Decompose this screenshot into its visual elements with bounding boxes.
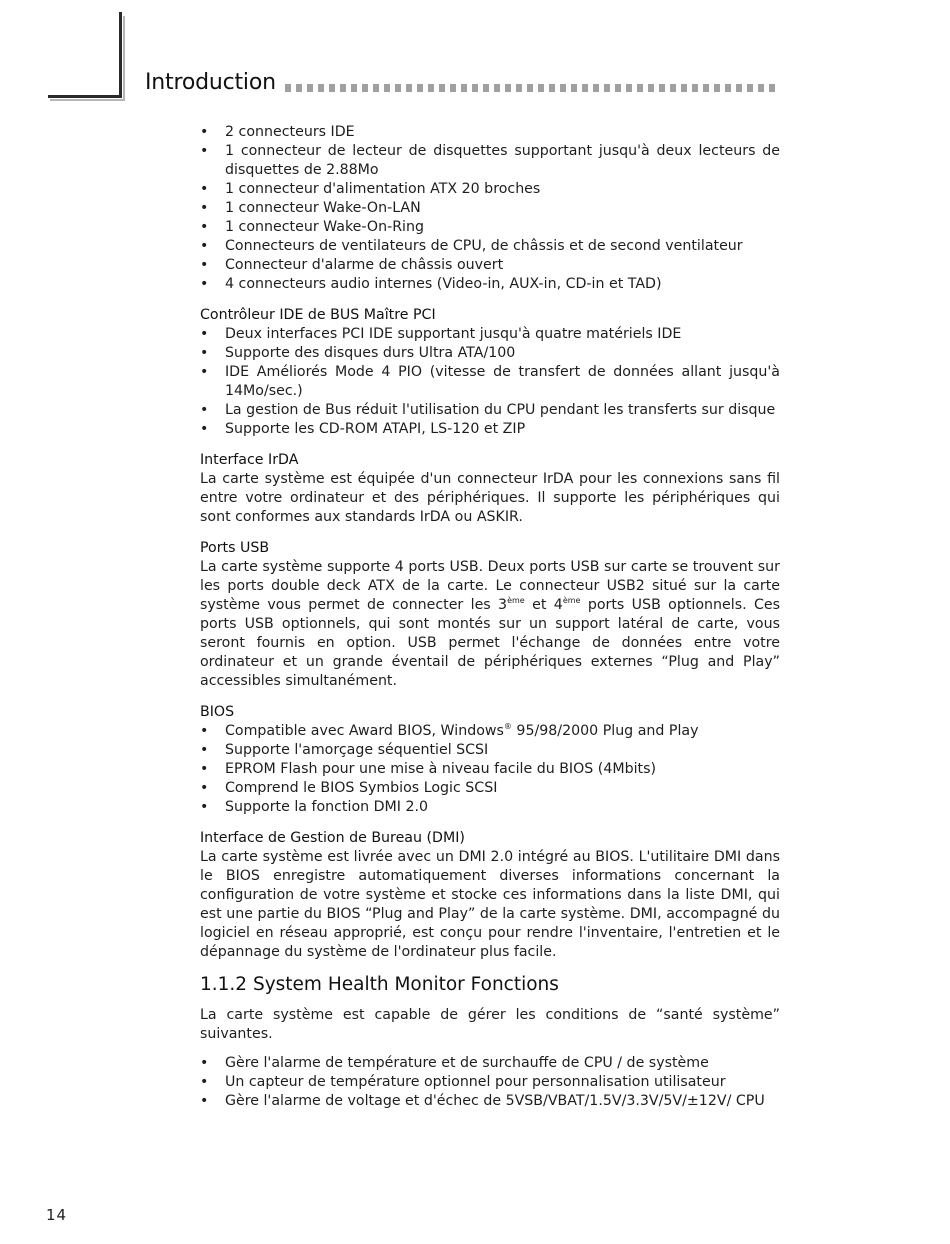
health-feature-list: [200, 1054, 780, 1111]
corner-mark-horizontal: [48, 95, 122, 98]
list-item: • Comprend le BIOS Symbios Logic SCSI: [200, 780, 498, 796]
list-item: • Deux interfaces PCI IDE supportant jusqu'à quatre matériels IDE: [200, 326, 682, 342]
list-item: • IDE Améliorés Mode 4 PIO (vitesse de transfert de données allant jusqu'à 14Mo/sec.): [200, 364, 780, 399]
title-dotted-rule: [285, 84, 780, 92]
health-section-heading: 1.1.2 System Health Monitor Fonctions: [200, 974, 559, 995]
list-item: • 1 connecteur Wake-On-Ring: [200, 219, 424, 235]
list-item: • Un capteur de température optionnel pour personnalisation utilisateur: [200, 1074, 726, 1090]
list-item: • 1 connecteur Wake-On-LAN: [200, 200, 421, 216]
bios-section-heading: BIOS: [200, 704, 235, 720]
irda-paragraph: La carte système est équipée d'un connecteur IrDA pour les connexions sans fil entre votre ordinateur et des périphériques. Il supporte les périphériques qui sont conformes aux standards IrDA ou ASKIR.: [200, 471, 780, 525]
list-item: • Supporte l'amorçage séquentiel SCSI: [200, 742, 489, 758]
chapter-title: Introduction: [145, 70, 276, 95]
corner-mark-vertical: [119, 12, 122, 98]
list-item: • Connecteur d'alarme de châssis ouvert: [200, 257, 504, 273]
corner-mark-vertical-shadow: [123, 16, 125, 100]
list-item: • Gère l'alarme de voltage et d'échec de 5VSB/VBAT/1.5V/3.3V/5V/±12V/ CPU: [200, 1093, 765, 1109]
irda-section-heading: Interface IrDA: [200, 452, 299, 468]
ide-section-heading: Contrôleur IDE de BUS Maître PCI: [200, 307, 436, 323]
list-item: • 1 connecteur de lecteur de disquettes supportant jusqu'à deux lecteurs de disquettes de 2.88Mo: [200, 143, 780, 178]
list-item: • Compatible avec Award BIOS, Windows® 95/98/2000 Plug and Play: [200, 722, 699, 739]
corner-mark-horizontal-shadow: [50, 99, 125, 101]
bios-feature-list: [200, 722, 780, 817]
usb-section-heading: Ports USB: [200, 540, 270, 556]
dmi-section-heading: Interface de Gestion de Bureau (DMI): [200, 830, 465, 846]
health-intro-paragraph: La carte système est capable de gérer les conditions de “santé système” suivantes.: [200, 1007, 780, 1042]
list-item: • Connecteurs de ventilateurs de CPU, de châssis et de second ventilateur: [200, 238, 743, 254]
list-item: • 1 connecteur d'alimentation ATX 20 broches: [200, 181, 541, 197]
connector-list: [200, 123, 780, 294]
list-item: • EPROM Flash pour une mise à niveau facile du BIOS (4Mbits): [200, 761, 657, 777]
list-item: • 4 connecteurs audio internes (Video-in, AUX-in, CD-in et TAD): [200, 276, 662, 292]
list-item: • Supporte des disques durs Ultra ATA/100: [200, 345, 516, 361]
list-item: • Supporte la fonction DMI 2.0: [200, 799, 429, 815]
list-item: • 2 connecteurs IDE: [200, 124, 355, 140]
list-item: • Gère l'alarme de température et de surchauffe de CPU / de système: [200, 1055, 709, 1071]
usb-paragraph: La carte système supporte 4 ports USB. Deux ports USB sur carte se trouvent sur les ports double deck ATX de la carte. Le connecteur USB2 situé sur la carte système vous permet de connecter les 3ème et 4ème ports USB optionnels. Ces ports USB optionnels, qui sont montés sur un support latéral de carte, vous seront fournis en option. USB permet l'échange de données entre votre ordinateur et un grande éventail de périphériques externes “Plug and Play” accessibles simultanément.: [200, 559, 780, 689]
dmi-paragraph: La carte système est livrée avec un DMI 2.0 intégré au BIOS. L'utilitaire DMI dans le BIOS enregistre automatiquement diverses informations concernant la configuration de votre système et stocke ces informations dans la liste DMI, qui est une partie du BIOS “Plug and Play” de la carte système. DMI, accompagné du logiciel en réseau approprié, est conçu pour rendre l'inventaire, l'entretien et le dépannage du système de l'ordinateur plus facile.: [200, 849, 780, 960]
page-content: [200, 123, 780, 1111]
page-number: 14: [46, 1206, 68, 1224]
list-item: • Supporte les CD-ROM ATAPI, LS-120 et ZIP: [200, 421, 526, 437]
list-item: • La gestion de Bus réduit l'utilisation du CPU pendant les transferts sur disque: [200, 402, 776, 418]
ide-feature-list: [200, 325, 780, 439]
